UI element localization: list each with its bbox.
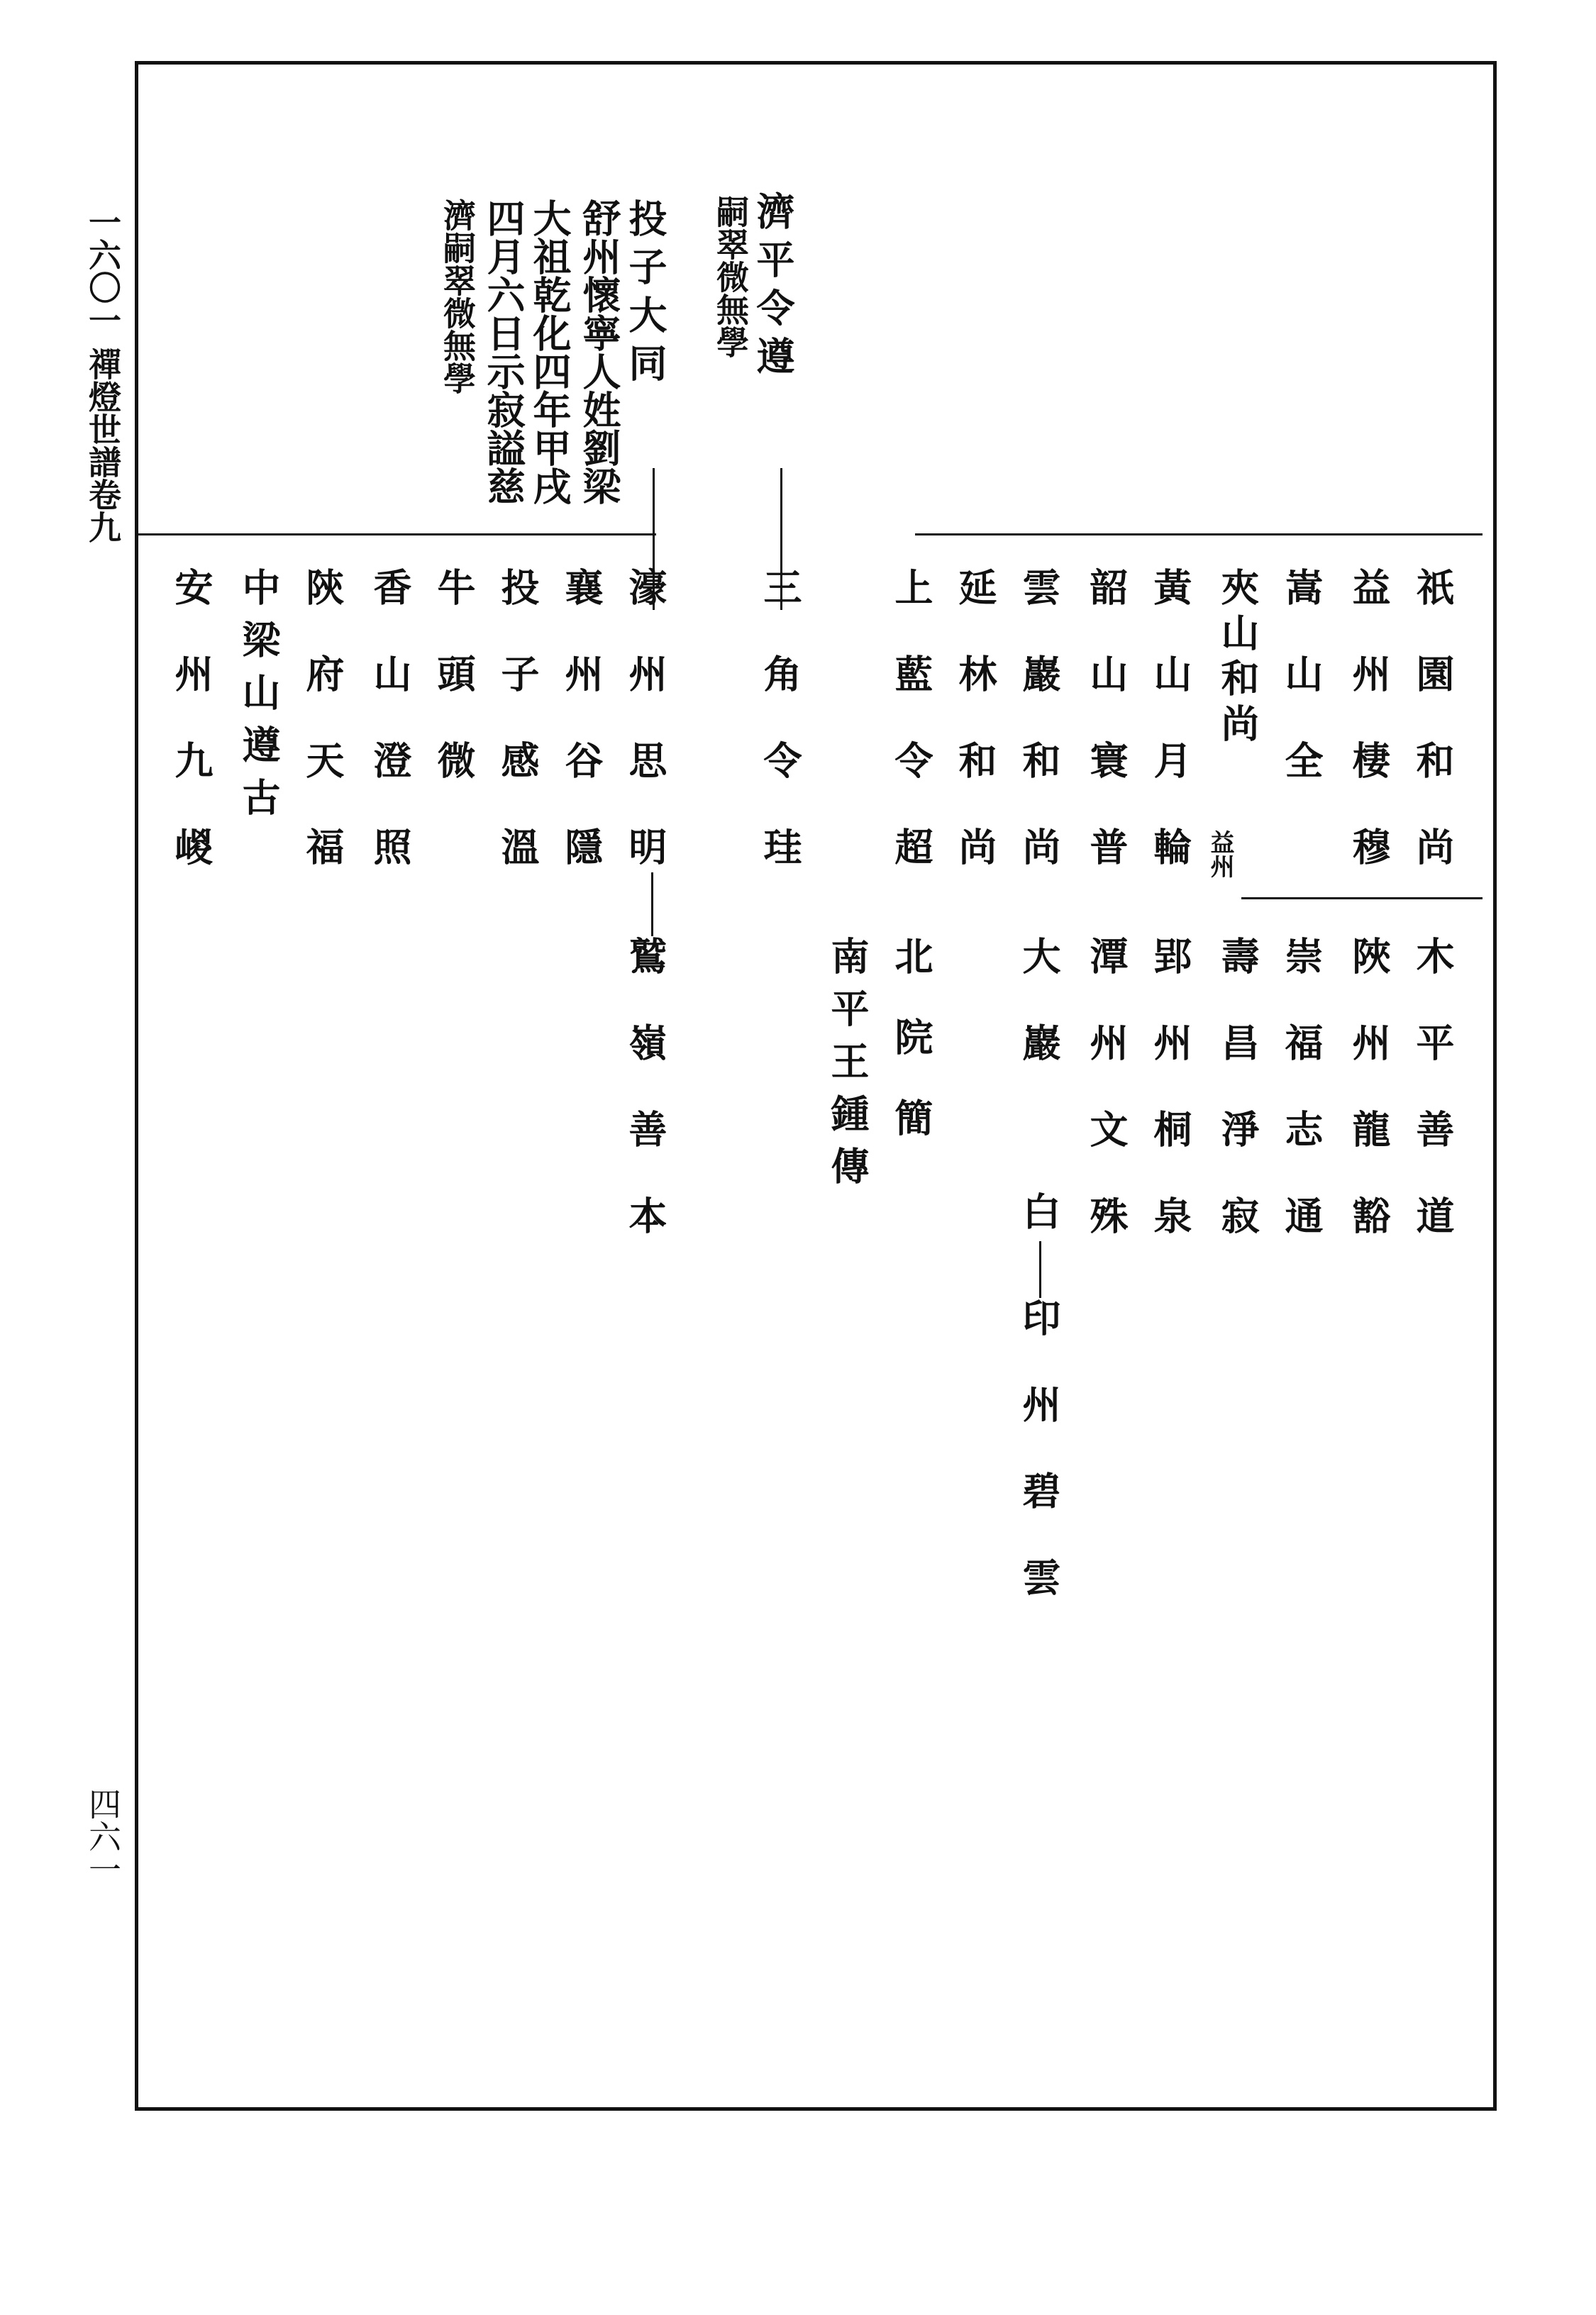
right-col-8-top: 延林和尚 [953, 567, 998, 914]
lineage-1: 三角令珪 [758, 567, 803, 914]
lineage-9: 安州九嵕 [169, 567, 214, 914]
right-col-4-bottom: 壽昌淨寂 [1215, 936, 1260, 1282]
right-col-7-top: 雲巖和尚 [1016, 567, 1062, 914]
right-col-10-bottom: 南平王鍾傳 [825, 936, 870, 1199]
page-number: 四六一 [84, 1787, 122, 1885]
right-col-9-bottom: 北院簡 [889, 936, 934, 1179]
right-col-4-top: 夾山和尚 [1215, 567, 1260, 749]
lineage-7: 陝府天福 [300, 567, 345, 914]
lineage-8: 中梁山遵古 [236, 567, 282, 830]
right-col-6-bottom: 潭州文殊 [1084, 936, 1129, 1282]
master-a-note-2: 大祖乾化四年甲戌 [527, 199, 572, 505]
volume-number: 一六〇一 [84, 206, 122, 336]
right-col-4-note: 益州 [1206, 830, 1234, 878]
right-col-6-top: 韶山寰普 [1084, 567, 1129, 914]
master-a-name: 投子大同 [623, 199, 668, 392]
lineage-4: 投子感溫 [495, 567, 541, 914]
lineage-2-a: 濠州思明 [623, 567, 668, 914]
lineage-2-link [651, 872, 653, 936]
right-col-9-top: 上藍令超 [889, 567, 934, 914]
branch-line-left [138, 533, 656, 535]
right-col-1-bottom: 木平善道 [1410, 936, 1456, 1282]
book-title: 禪燈世譜卷九 [84, 348, 122, 543]
right-col-2-top: 益州棲穆 [1346, 567, 1392, 914]
master-note: 嗣翠微無學 [711, 195, 750, 358]
right-col-2-bottom: 陜州龍豁 [1346, 936, 1392, 1282]
master-a-note-1: 舒州懷寧人姓劉梁 [577, 199, 622, 505]
master-a-note-4: 濟嗣翠微無學 [438, 199, 477, 394]
lineage-2-b: 鷲嶺善本 [623, 936, 668, 1282]
right-col-3-bottom: 崇福志通 [1279, 936, 1324, 1282]
branch-line-right [915, 533, 1483, 535]
right-col-5-bottom: 郢州桐泉 [1148, 936, 1193, 1282]
right-col-3-top: 嵩山全 [1279, 567, 1324, 827]
right-col-7-chain-a: 白 [1016, 1192, 1062, 1230]
right-col-7-chain-b: 印州碧雲 [1016, 1298, 1062, 1644]
master-a-note-3: 四月六日示寂謚慈 [481, 199, 526, 505]
lineage-3: 襄州谷隱 [559, 567, 604, 914]
lineage-6: 香山澄照 [367, 567, 413, 914]
right-col-7-link [1039, 1241, 1041, 1298]
right-col-1-top: 祇園和尚 [1410, 567, 1456, 914]
master-name: 濟平令遵 [750, 191, 796, 384]
right-col-7-bottom: 大巖 [1016, 936, 1062, 1109]
lineage-5: 牛頭微 [431, 567, 477, 827]
right-col-5-top: 黃山月輪 [1148, 567, 1193, 914]
